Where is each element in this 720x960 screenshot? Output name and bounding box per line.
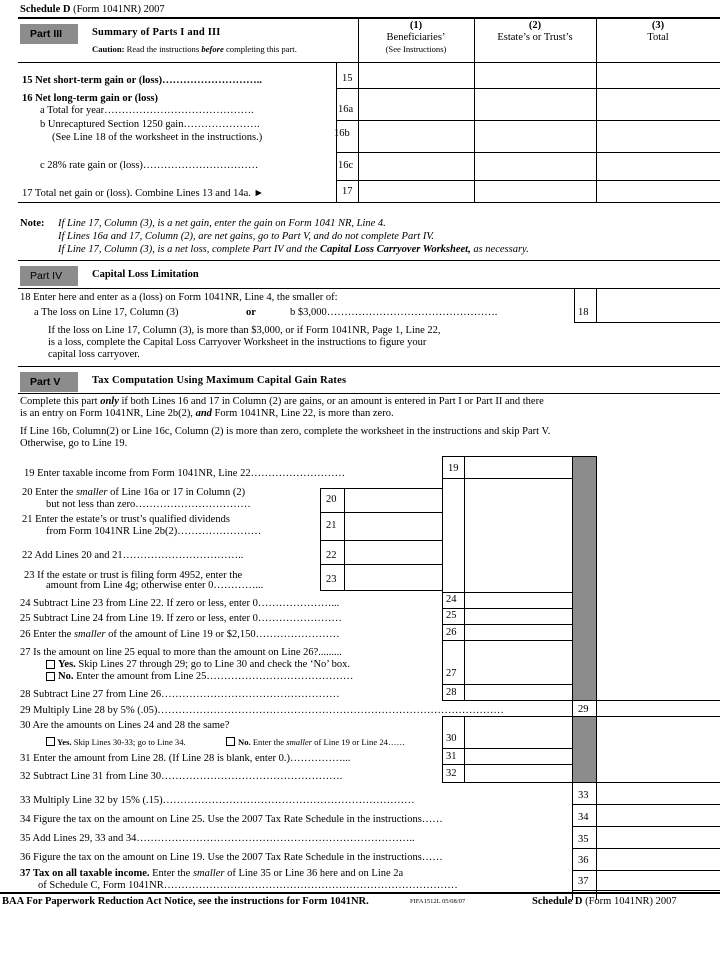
shaded-column-lower — [573, 716, 596, 782]
col1-header: (1) Beneficiaries’ (See Instructions) — [385, 20, 447, 54]
arrow-right-icon: ► — [253, 188, 264, 199]
line-18-or: or — [246, 307, 256, 318]
line-20-cont: but not less than zero…………………………… — [46, 499, 251, 510]
line-16a-num: 16a — [338, 104, 354, 115]
line-23-num: 23 — [326, 574, 337, 585]
line-16c-num: 16c — [338, 160, 354, 171]
footer-baa: BAA For Paperwork Reduction Act Notice, see the instructions for Form 1041NR. — [2, 896, 369, 907]
line-16c: c 28% rate gain or (loss)…………………………… — [40, 160, 259, 171]
line-30-yes: Yes. Skip Lines 30-33; go to Line 34. — [57, 737, 186, 747]
line-22-num: 22 — [326, 550, 337, 561]
part3-title: Summary of Parts I and III — [92, 27, 221, 38]
line-16a: a Total for year……………………………………. — [40, 105, 254, 116]
schedule-label: Schedule D — [20, 4, 71, 15]
line-27: 27 Is the amount on line 25 equal to more than the amount on Line 26?......... — [20, 647, 342, 658]
line-35-num: 35 — [578, 834, 589, 845]
line-17-num: 17 — [342, 186, 353, 197]
line-18-num: 18 — [578, 307, 589, 318]
line-28-num: 28 — [446, 687, 457, 698]
form-label: (Form 1041NR) 2007 — [73, 4, 165, 15]
line-26: 26 Enter the smaller of the amount of Line 19 or $2,150…………………… — [20, 629, 340, 640]
line-19: 19 Enter taxable income from Form 1041NR, Line 22……………………… — [24, 468, 346, 479]
line-30-num: 30 — [446, 733, 457, 744]
line-27-no: No. Enter the amount from Line 25…………………………………… — [58, 671, 354, 682]
line-25-num: 25 — [446, 610, 457, 621]
line-34-num: 34 — [578, 812, 589, 823]
line-29: 29 Multiply Line 28 by 5% (.05)……………………………………………………………………………………… — [20, 705, 504, 716]
part3-tab: Part III — [20, 24, 78, 44]
part4-para-3: capital loss carryover. — [48, 349, 140, 360]
line-27-yes: Yes. Skip Lines 27 through 29; go to Line 30 and check the ‘No’ box. — [58, 659, 351, 670]
line-27-no-checkbox[interactable] — [46, 672, 55, 681]
line-30-no-checkbox[interactable] — [226, 737, 235, 746]
footer-code: FIFA1512L 05/08/07 — [410, 898, 466, 905]
note-line-2: If Lines 16a and 17, Column (2), are net gains, go to Part V, and do not complete Part IV. — [58, 231, 435, 242]
line-16b: b Unrecaptured Section 1250 gain…………………. — [40, 119, 260, 130]
line-22: 22 Add Lines 20 and 21…………………………….. — [22, 550, 244, 561]
line-30: 30 Are the amounts on Lines 24 and 28 the same? — [20, 720, 230, 731]
line-25: 25 Subtract Line 24 from Line 19. If zero or less, enter 0…………………… — [20, 613, 342, 624]
line-24-num: 24 — [446, 594, 457, 605]
part4-tab: Part IV — [20, 266, 78, 286]
part5-intro-3: If Line 16b, Column(2) or Line 16c, Column (2) is more than zero, complete the worksheet in the instructions and skip Part V. — [20, 426, 551, 437]
part5-intro-4: Otherwise, go to Line 19. — [20, 438, 128, 449]
line-27-num: 27 — [446, 668, 457, 679]
line-33-num: 33 — [578, 790, 589, 801]
part5-title: Tax Computation Using Maximum Capital Gain Rates — [92, 375, 347, 386]
shaded-column — [573, 457, 596, 700]
line-16b-note: (See Line 18 of the worksheet in the instructions.) — [52, 132, 263, 143]
col2-header: (2) Estate’s or Trust’s — [497, 20, 573, 43]
line-36: 36 Figure the tax on the amount on Line 19. Use the 2007 Tax Rate Schedule in the instructions…… — [20, 852, 443, 863]
line-23-cont: amount from Line 4g; otherwise enter 0…………... — [46, 580, 264, 591]
line-21-cont: from Form 1041NR Line 2b(2)…………………… — [46, 526, 262, 537]
line-31: 31 Enter the amount from Line 28. (If Line 28 is blank, enter 0.)……………... — [20, 753, 351, 764]
part3-caution: Caution: Read the instructions before completing this part. — [92, 44, 297, 54]
footer-rule — [0, 892, 720, 894]
footer-schedule: Schedule D (Form 1041NR) 2007 — [532, 896, 677, 907]
line-19-num: 19 — [448, 463, 459, 474]
line-16b-num: 16b — [334, 128, 350, 139]
line-18: 18 Enter here and enter as a (loss) on Form 1041NR, Line 4, the smaller of: — [20, 292, 338, 303]
col3-header: (3) Total — [647, 20, 669, 43]
line-36-num: 36 — [578, 855, 589, 866]
line-30-no: No. Enter the smaller of Line 19 or Line 24…… — [238, 737, 406, 747]
line-20: 20 Enter the smaller of Line 16a or 17 in Column (2) — [22, 487, 246, 498]
line-15-num: 15 — [342, 73, 353, 84]
line-18b: b $3,000…………………………………………. — [290, 307, 498, 318]
line-29-num: 29 — [578, 704, 589, 715]
part4-para-1: If the loss on Line 17, Column (3), is more than $3,000, or if Form 1041NR, Page 1, Line 22, — [48, 325, 441, 336]
line-37-cont: of Schedule C, Form 1041NR………………………………………………………………………… — [38, 880, 458, 891]
line-23: 23 If the estate or trust is filing form 4952, enter the — [24, 570, 243, 581]
line-21: 21 Enter the estate’s or trust’s qualified dividends — [22, 514, 230, 525]
note-label: Note: — [20, 218, 45, 229]
line-32-num: 32 — [446, 768, 457, 779]
line-21-num: 21 — [326, 520, 337, 531]
line-35: 35 Add Lines 29, 33 and 34…………………………………………………………………….. — [20, 833, 415, 844]
part5-intro-1: Complete this part only if both Lines 16 and 17 in Column (2) are gains, or an amount is entered in Part I or Part II and there — [20, 396, 544, 407]
line-20-num: 20 — [326, 494, 337, 505]
line-32: 32 Subtract Line 31 from Line 30……………………………………………. — [20, 771, 343, 782]
line-26-num: 26 — [446, 627, 457, 638]
line-28: 28 Subtract Line 27 from Line 26…………………………………………… — [20, 689, 340, 700]
line-37: 37 Tax on all taxable income. Enter the smaller of Line 35 or Line 36 here and on Line 2a — [20, 868, 404, 879]
line-18a: a The loss on Line 17, Column (3) — [34, 307, 179, 318]
part4-para-2: is a loss, complete the Capital Loss Carryover Worksheet in the instructions to figure your — [48, 337, 427, 348]
line-37-num: 37 — [578, 876, 589, 887]
header-rule — [18, 17, 720, 19]
line-31-num: 31 — [446, 751, 457, 762]
note-line-1: If Line 17, Column (3), is a net gain, enter the gain on Form 1041 NR, Line 4. — [58, 218, 386, 229]
part5-intro-2: is an entry on Form 1041NR, Line 2b(2), and Form 1041NR, Line 22, is more than zero. — [20, 408, 394, 419]
line-17: 17 Total net gain or (loss). Combine Lines 13 and 14a. ► — [22, 188, 264, 199]
part5-tab: Part V — [20, 372, 78, 392]
part4-title: Capital Loss Limitation — [92, 269, 199, 280]
line-33: 33 Multiply Line 32 by 15% (.15)……………………………………………………………… — [20, 795, 415, 806]
line-16: 16 Net long-term gain or (loss) — [22, 93, 158, 104]
line-24: 24 Subtract Line 23 from Line 22. If zero or less, enter 0…………………... — [20, 598, 340, 609]
schedule-header — [20, 4, 165, 16]
line-27-yes-checkbox[interactable] — [46, 660, 55, 669]
line-34: 34 Figure the tax on the amount on Line 25. Use the 2007 Tax Rate Schedule in the instructions…… — [20, 814, 443, 825]
note-line-3: If Line 17, Column (3), is a net loss, complete Part IV and the Capital Loss Carryover Worksheet, as necessary. — [58, 244, 529, 255]
line-30-yes-checkbox[interactable] — [46, 737, 55, 746]
line-15: 15 Net short-term gain or (loss)……………………….. — [22, 75, 262, 86]
